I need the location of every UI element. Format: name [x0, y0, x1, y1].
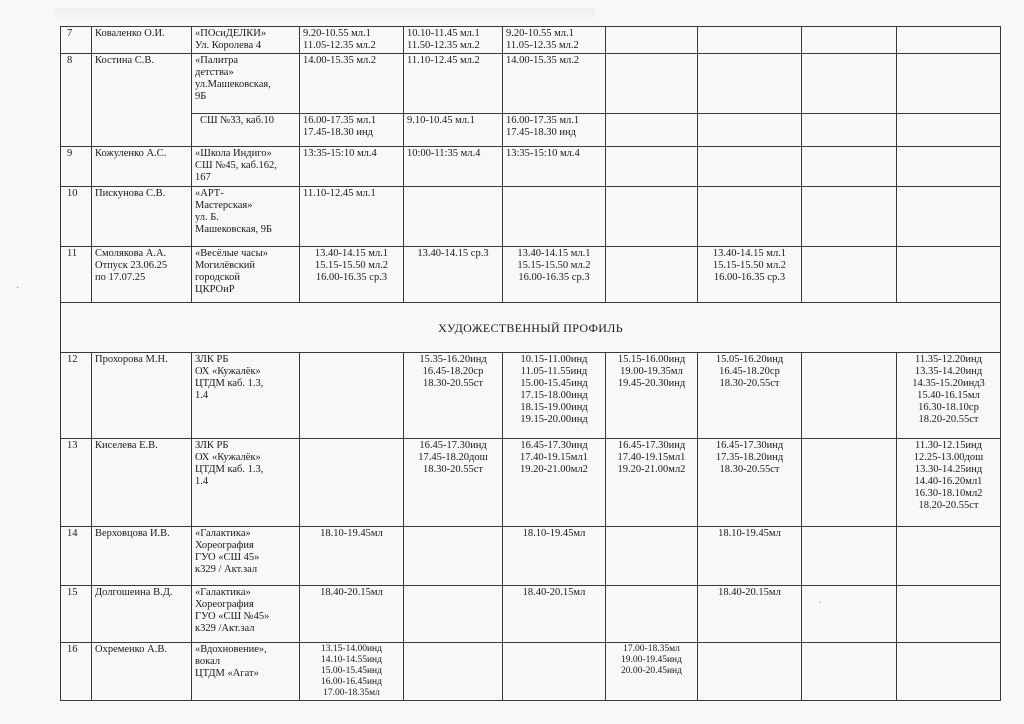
teacher-name: [92, 54, 192, 147]
section-row: [61, 303, 1001, 353]
cell-line: 18.10-19.45мл: [320, 528, 383, 539]
cell-line: 18.30-20.55ст: [423, 464, 483, 475]
cell-line: 16.45-17.30инд: [520, 440, 588, 451]
cell-line: 18.15-19.00инд: [520, 402, 588, 413]
schedule-cell-d4: [606, 353, 698, 439]
cell-line: Киселева Е.В.: [95, 440, 158, 451]
schedule-cell-d7: [897, 114, 1001, 147]
cell-line: 14.00-15.35 мл.2: [303, 55, 377, 66]
cell-line: Смолякова А.А.: [95, 248, 167, 259]
cell-line: 16.45-17.30инд: [617, 440, 686, 451]
schedule-cell-d2: [404, 54, 503, 114]
schedule-table: [60, 26, 1001, 701]
cell-line: 11.05-12.35 мл.2: [506, 40, 579, 51]
schedule-cell-d5: [698, 27, 802, 54]
cell-line: ЦТДМ каб. 1.3,: [195, 378, 264, 389]
cell-line: «Весёлые часы»: [195, 248, 268, 259]
cell-line: 19.00-19.35мл: [620, 366, 683, 377]
table-row: [61, 114, 1001, 147]
schedule-cell-d2: [404, 247, 503, 303]
schedule-cell-d3: [503, 439, 606, 527]
cell-line: 11.05-12.35 мл.2: [303, 40, 376, 51]
schedule-cell-d3: [503, 247, 606, 303]
cell-line: 18.30-20.55ст: [423, 378, 483, 389]
cell-line: 10:00-11:35 мл.4: [407, 148, 481, 159]
schedule-cell-d3: [503, 187, 606, 247]
cell-line: 14.10-14.55инд: [321, 655, 382, 665]
cell-line: 12.25-13.00дош: [913, 452, 984, 463]
schedule-cell-d7: [897, 54, 1001, 114]
club-location: [192, 114, 300, 147]
table-row: [61, 147, 1001, 187]
cell-line: 14.35-15.20инд3: [912, 378, 985, 389]
schedule-cell-d2: [404, 586, 503, 643]
cell-line: 18.40-20.15мл: [320, 587, 383, 598]
schedule-cell-d6: [802, 187, 897, 247]
cell-line: Хореография: [195, 599, 254, 610]
cell-line: «ПОсиДЕЛКИ»: [195, 28, 267, 39]
cell-line: 13.15-14.00инд: [321, 644, 382, 654]
cell-line: ЗЛК РБ: [195, 354, 229, 365]
schedule-cell-d4: [606, 187, 698, 247]
row-number: 13: [61, 439, 92, 527]
schedule-cell-d7: [897, 353, 1001, 439]
cell-line: Мастерская»: [195, 200, 253, 211]
cell-line: ул.Машековская,: [195, 79, 271, 90]
schedule-cell-d1: [300, 586, 404, 643]
cell-line: Костина С.В.: [95, 55, 155, 66]
cell-line: 1.4: [195, 476, 209, 487]
schedule-cell-d6: [802, 643, 897, 701]
schedule-cell-d4: [606, 27, 698, 54]
cell-line: 17.00-18.35мл: [323, 688, 380, 698]
teacher-name: [92, 586, 192, 643]
schedule-cell-d1: [300, 439, 404, 527]
cell-line: к329 / Акт.зал: [195, 564, 258, 575]
cell-line: 10.10-11.45 мл.1: [407, 28, 480, 39]
schedule-cell-d4: [606, 147, 698, 187]
row-number: 8: [61, 54, 92, 147]
row-number: 14: [61, 527, 92, 586]
cell-line: 19.15-20.00инд: [520, 414, 588, 425]
cell-line: СШ №45, каб.162,: [195, 160, 277, 171]
cell-line: 11.05-11.55инд: [520, 366, 588, 377]
schedule-cell-d6: [802, 586, 897, 643]
schedule-cell-d5: [698, 353, 802, 439]
cell-line: 17.40-19.15мл1: [520, 452, 588, 463]
cell-line: 18.20-20.55ст: [918, 500, 979, 511]
schedule-cell-d1: [300, 643, 404, 701]
schedule-cell-d3: [503, 27, 606, 54]
row-number: 15: [61, 586, 92, 643]
teacher-name: [92, 187, 192, 247]
schedule-cell-d7: [897, 643, 1001, 701]
schedule-cell-d2: [404, 114, 503, 147]
schedule-cell-d3: [503, 353, 606, 439]
schedule-cell-d7: [897, 187, 1001, 247]
cell-line: 16.45-18.20ср: [719, 366, 780, 377]
cell-line: 15.15-15.50 мл.2: [314, 260, 389, 271]
cell-line: 16.45-17.30инд: [715, 440, 784, 451]
club-location: [192, 247, 300, 303]
row-number: 12: [61, 353, 92, 439]
cell-line: 9.20-10.55 мл.1: [506, 28, 574, 39]
schedule-cell-d1: [300, 353, 404, 439]
teacher-name: [92, 27, 192, 54]
cell-line: 15.00-15.45инд: [321, 666, 382, 676]
club-location: [192, 643, 300, 701]
schedule-cell-d5: [698, 527, 802, 586]
schedule-cell-d1: [300, 27, 404, 54]
teacher-name: [92, 247, 192, 303]
schedule-body: [61, 27, 1001, 701]
club-location: [192, 353, 300, 439]
club-location: [192, 54, 300, 114]
cell-line: 11.10-12.45 мл.1: [303, 188, 376, 199]
cell-line: 11.10-12.45 мл.2: [407, 55, 480, 66]
schedule-cell-d5: [698, 114, 802, 147]
schedule-cell-d5: [698, 54, 802, 114]
cell-line: 16.45-18.20ср: [422, 366, 484, 377]
cell-line: «Школа Индиго»: [195, 148, 272, 159]
cell-line: ЦКРОиР: [195, 284, 235, 295]
scan-speck: ·: [16, 283, 20, 294]
cell-line: 17.45-18.30 инд: [303, 127, 373, 138]
cell-line: 20.00-20.45инд: [621, 666, 682, 676]
schedule-cell-d4: [606, 586, 698, 643]
row-number: 10: [61, 187, 92, 247]
schedule-cell-d6: [802, 114, 897, 147]
table-row: [61, 27, 1001, 54]
cell-line: 16.00-16.35 ср.3: [713, 272, 786, 283]
cell-line: детства»: [195, 67, 234, 78]
cell-line: 18.10-19.45мл: [522, 528, 586, 539]
schedule-cell-d5: [698, 586, 802, 643]
schedule-cell-d3: [503, 643, 606, 701]
cell-line: Долгошеина В.Д.: [95, 587, 173, 598]
teacher-name: [92, 439, 192, 527]
cell-line: Могилёвский: [195, 260, 256, 271]
cell-line: 9Б: [195, 91, 207, 102]
club-location: [192, 187, 300, 247]
schedule-cell-d1: [300, 54, 404, 114]
cell-line: 15.15-15.50 мл.2: [712, 260, 787, 271]
cell-line: 16.00-17.35 мл.1: [506, 115, 580, 126]
schedule-cell-d2: [404, 187, 503, 247]
schedule-cell-d2: [404, 527, 503, 586]
schedule-cell-d4: [606, 643, 698, 701]
club-location: [192, 147, 300, 187]
cell-line: Коваленко О.И.: [95, 28, 165, 39]
table-row: [61, 439, 1001, 527]
cell-line: 16.00-16.35 ср.3: [518, 272, 590, 283]
schedule-cell-d2: [404, 27, 503, 54]
schedule-cell-d5: [698, 439, 802, 527]
cell-line: 15.00-15.45инд: [520, 378, 588, 389]
schedule-cell-d7: [897, 439, 1001, 527]
cell-line: 19.45-20.30инд: [617, 378, 686, 389]
cell-line: Хореография: [195, 540, 254, 551]
cell-line: 18.20-20.55ст: [918, 414, 979, 425]
club-location: [192, 27, 300, 54]
schedule-cell-d2: [404, 439, 503, 527]
cell-line: Прохорова М.Н.: [95, 354, 168, 365]
schedule-cell-d4: [606, 114, 698, 147]
schedule-cell-d6: [802, 147, 897, 187]
table-row: [61, 586, 1001, 643]
cell-line: 11.30-12.15инд: [915, 440, 982, 451]
schedule-cell-d4: [606, 54, 698, 114]
schedule-cell-d6: [802, 353, 897, 439]
cell-line: вокал: [195, 656, 221, 667]
cell-line: 16.00-16.45инд: [321, 677, 382, 687]
row-number: 16: [61, 643, 92, 701]
cell-line: 16.30-18.10мл2: [914, 488, 983, 499]
schedule-cell-d3: [503, 586, 606, 643]
schedule-cell-d7: [897, 147, 1001, 187]
schedule-cell-d4: [606, 439, 698, 527]
schedule-cell-d2: [404, 147, 503, 187]
cell-line: 18.10-19.45мл: [718, 528, 781, 539]
cell-line: городской: [195, 272, 240, 283]
cell-line: Ул. Королева 4: [195, 40, 262, 51]
cell-line: 13.40-14.15 мл.1: [517, 248, 591, 259]
cell-line: 18.40-20.15мл: [718, 587, 781, 598]
row-number: 9: [61, 147, 92, 187]
cell-line: 17.15-18.00инд: [520, 390, 588, 401]
schedule-cell-d4: [606, 527, 698, 586]
schedule-cell-d1: [300, 147, 404, 187]
cell-line: 17.00-18.35мл: [623, 644, 680, 654]
club-location: [192, 586, 300, 643]
cell-line: 19.00-19.45инд: [621, 655, 682, 665]
cell-line: 16.00-17.35 мл.1: [303, 115, 377, 126]
cell-line: 16.30-18.10ср: [918, 402, 979, 413]
cell-line: 9.20-10.55 мл.1: [303, 28, 371, 39]
cell-line: 15.35-16.20инд: [419, 354, 487, 365]
scan-shadow: [55, 8, 595, 22]
cell-line: 14.00-15.35 мл.2: [506, 55, 580, 66]
teacher-name: [92, 643, 192, 701]
row-number: 11: [61, 247, 92, 303]
schedule-cell-d5: [698, 187, 802, 247]
row-number: 7: [61, 27, 92, 54]
schedule-cell-d1: [300, 114, 404, 147]
cell-line: Кожуленко А.С.: [95, 148, 167, 159]
schedule-cell-d3: [503, 527, 606, 586]
cell-line: 18.40-20.15мл: [522, 587, 586, 598]
cell-line: ЦТДМ каб. 1.3,: [195, 464, 264, 475]
table-row: [61, 187, 1001, 247]
cell-line: 15.15-15.50 мл.2: [517, 260, 591, 271]
schedule-cell-d4: [606, 247, 698, 303]
schedule-cell-d5: [698, 147, 802, 187]
cell-line: Верховцова И.В.: [95, 528, 170, 539]
table-row: [61, 247, 1001, 303]
cell-line: ГУО «СШ №45»: [195, 611, 270, 622]
schedule-cell-d1: [300, 247, 404, 303]
cell-line: Пискунова С.В.: [95, 188, 166, 199]
cell-line: Охременко А.В.: [95, 644, 167, 655]
cell-line: по 17.07.25: [95, 272, 146, 283]
cell-line: 16.00-16.35 ср.3: [315, 272, 388, 283]
schedule-cell-d6: [802, 247, 897, 303]
cell-line: 14.40-16.20мл1: [914, 476, 983, 487]
cell-line: 13.40-14.15 ср.3: [417, 248, 489, 259]
cell-line: ЗЛК РБ: [195, 440, 229, 451]
cell-line: ОХ «Кужалёк»: [195, 366, 261, 377]
club-location: [192, 527, 300, 586]
table-row: [61, 54, 1001, 114]
cell-line: 18.30-20.55ст: [719, 378, 780, 389]
cell-line: 13.30-14.25инд: [914, 464, 983, 475]
schedule-cell-d3: [503, 114, 606, 147]
schedule-cell-d5: [698, 247, 802, 303]
table-row: [61, 527, 1001, 586]
cell-line: 17.40-19.15мл1: [617, 452, 686, 463]
cell-line: 17.45-18.20дош: [418, 452, 488, 463]
schedule-cell-d1: [300, 187, 404, 247]
cell-line: ЦТДМ «Агат»: [195, 668, 259, 679]
club-location: [192, 439, 300, 527]
schedule-cell-d2: [404, 353, 503, 439]
cell-line: «Палитра: [195, 55, 239, 66]
cell-line: ОХ «Кужалёк»: [195, 452, 261, 463]
cell-line: 13.35-14.20инд: [914, 366, 983, 377]
cell-line: 11.50-12.35 мл.2: [407, 40, 480, 51]
cell-line: «АРТ-: [195, 188, 224, 199]
cell-line: 13:35-15:10 мл.4: [303, 148, 377, 159]
cell-line: 17.45-18.30 инд: [506, 127, 576, 138]
teacher-name: [92, 147, 192, 187]
cell-line: 15.15-16.00инд: [617, 354, 686, 365]
schedule-cell-d1: [300, 527, 404, 586]
cell-line: 18.30-20.55ст: [719, 464, 780, 475]
cell-line: к329 /Акт.зал: [195, 623, 255, 634]
table-row: [61, 643, 1001, 701]
cell-line: 17.35-18.20инд: [715, 452, 784, 463]
cell-line: 9.10-10.45 мл.1: [407, 115, 475, 126]
schedule-cell-d6: [802, 27, 897, 54]
cell-line: 10.15-11.00инд: [520, 354, 588, 365]
cell-line: 19.20-21.00мл2: [520, 464, 588, 475]
cell-line: СШ №33, каб.10: [200, 115, 275, 126]
cell-line: Машековская, 9Б: [195, 224, 273, 235]
cell-line: 16.45-17.30инд: [419, 440, 487, 451]
cell-line: 13.40-14.15 мл.1: [712, 248, 787, 259]
cell-line: 15.40-16.15мл: [917, 390, 980, 401]
teacher-name: [92, 353, 192, 439]
schedule-cell-d6: [802, 439, 897, 527]
section-title: ХУДОЖЕСТВЕННЫЙ ПРОФИЛЬ: [61, 303, 1001, 353]
schedule-cell-d3: [503, 54, 606, 114]
cell-line: «Галактика»: [195, 528, 251, 539]
schedule-cell-d7: [897, 527, 1001, 586]
cell-line: 15.05-16.20инд: [715, 354, 784, 365]
schedule-cell-d6: [802, 54, 897, 114]
schedule-cell-d7: [897, 247, 1001, 303]
cell-line: 13.40-14.15 мл.1: [314, 248, 389, 259]
table-row: [61, 353, 1001, 439]
cell-line: «Галактика»: [195, 587, 251, 598]
cell-line: «Вдохновение»,: [195, 644, 267, 655]
schedule-cell-d2: [404, 643, 503, 701]
teacher-name: [92, 527, 192, 586]
cell-line: 13:35-15:10 мл.4: [506, 148, 580, 159]
cell-line: Отпуск 23.06.25: [95, 260, 168, 271]
schedule-cell-d6: [802, 527, 897, 586]
schedule-cell-d7: [897, 27, 1001, 54]
schedule-cell-d7: [897, 586, 1001, 643]
cell-line: 1.4: [195, 390, 209, 401]
cell-line: ул. Б.: [195, 212, 219, 223]
cell-line: 11.35-12.20инд: [915, 354, 982, 365]
scan-speck: ·: [818, 598, 822, 609]
cell-line: ГУО «СШ 45»: [195, 552, 260, 563]
schedule-cell-d3: [503, 147, 606, 187]
cell-line: 167: [195, 172, 211, 183]
schedule-cell-d5: [698, 643, 802, 701]
cell-line: 19.20-21.00мл2: [617, 464, 686, 475]
